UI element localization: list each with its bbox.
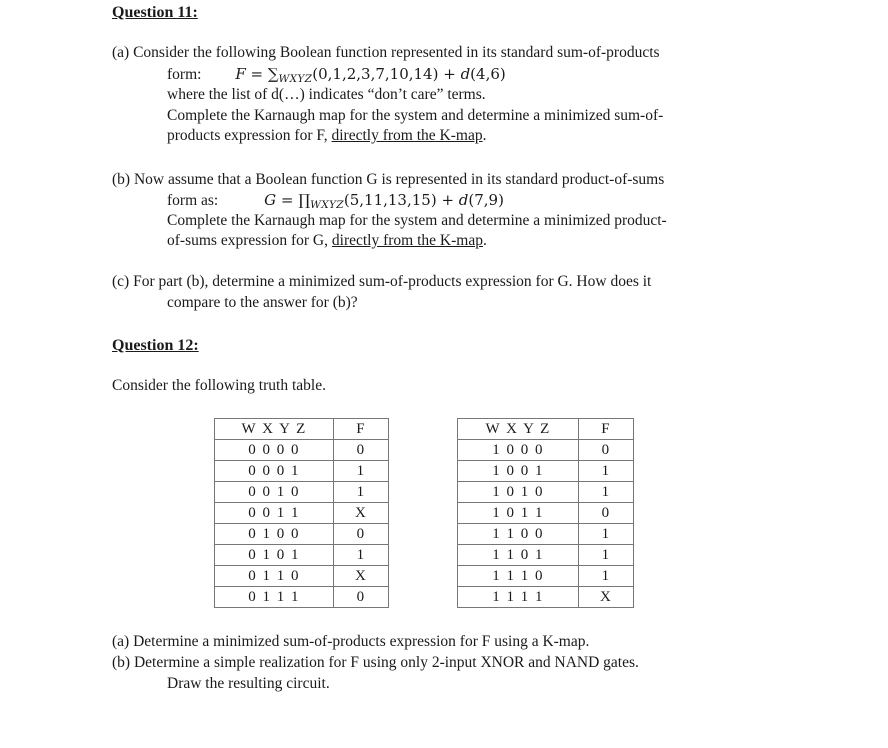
table-row: [458, 545, 634, 566]
header-inputs: W X Y Z: [215, 419, 334, 440]
table-row: [458, 503, 634, 524]
sigma-symbol: ∑: [267, 65, 279, 83]
q12-heading: Question 12:: [112, 337, 199, 354]
output-cell: 1: [579, 461, 634, 482]
table-header-row: [458, 419, 634, 440]
input-cell: 1 0 0 0: [458, 440, 579, 461]
q11a-fn-terms: (0,1,2,3,7,10,14) +: [312, 65, 461, 83]
table-row: [215, 524, 389, 545]
q11b-formula: [264, 191, 504, 209]
table-row: [458, 587, 634, 608]
output-cell: X: [579, 587, 634, 608]
q11a-fn-lhs: F =: [235, 65, 268, 83]
table-row: [215, 440, 389, 461]
q11b-d: d: [458, 191, 469, 209]
table-row: [458, 440, 634, 461]
truth-table-left: [214, 418, 389, 608]
table-row: [215, 482, 389, 503]
table-row: [215, 503, 389, 524]
q11b-line3: Complete the Karnaugh map for the system and determine a minimized product-: [167, 212, 667, 229]
q11b-form-label: form as:: [167, 192, 219, 209]
input-cell: 0 0 0 0: [215, 440, 334, 461]
q12b-line1: (b) Determine a simple realization for F using only 2-input XNOR and NAND gates.: [112, 654, 639, 671]
output-cell: 1: [334, 461, 389, 482]
q11a-line5-underlined: directly from the K-map: [331, 127, 483, 144]
input-cell: 1 1 1 1: [458, 587, 579, 608]
q11c-line2: compare to the answer for (b)?: [167, 294, 358, 311]
q11b-line1: (b) Now assume that a Boolean function G is represented in its standard product-of-sums: [112, 171, 665, 188]
table-row: [458, 482, 634, 503]
input-cell: 1 0 1 1: [458, 503, 579, 524]
output-cell: 0: [334, 440, 389, 461]
q11a-line1: (a) Consider the following Boolean function represented in its standard sum-of-products: [112, 44, 660, 61]
input-cell: 1 1 0 0: [458, 524, 579, 545]
input-cell: 0 1 0 1: [215, 545, 334, 566]
q11a-formula-line: [167, 65, 506, 85]
output-cell: X: [334, 503, 389, 524]
q11a-line4: Complete the Karnaugh map for the system and determine a minimized sum-of-: [167, 107, 664, 124]
q11a-form-label: form:: [167, 66, 202, 83]
q12a-text: (a) Determine a minimized sum-of-products expression for F using a K-map.: [112, 633, 590, 650]
q11b-fn-terms: (5,11,13,15) +: [343, 191, 459, 209]
output-cell: 1: [334, 482, 389, 503]
q11b-formula-line: [167, 191, 504, 211]
output-cell: 1: [579, 482, 634, 503]
q11a-line3: where the list of d(…) indicates “don’t care” terms.: [167, 86, 486, 103]
header-output: F: [334, 419, 389, 440]
table-row: [215, 587, 389, 608]
table-row: [215, 566, 389, 587]
output-cell: 0: [579, 503, 634, 524]
table-row: [458, 461, 634, 482]
input-cell: 0 1 1 0: [215, 566, 334, 587]
q11c-line1: (c) For part (b), determine a minimized sum-of-products expression for G. How does it: [112, 273, 652, 290]
table-row: [215, 545, 389, 566]
input-cell: 0 0 1 1: [215, 503, 334, 524]
q11b-vars: WXYZ: [310, 199, 344, 211]
input-cell: 1 1 0 1: [458, 545, 579, 566]
header-output: F: [579, 419, 634, 440]
output-cell: X: [334, 566, 389, 587]
input-cell: 0 1 1 1: [215, 587, 334, 608]
q11b-line4-post: .: [482, 232, 487, 249]
output-cell: 0: [579, 440, 634, 461]
output-cell: 1: [334, 545, 389, 566]
q11a-formula: [235, 65, 505, 83]
input-cell: 0 0 0 1: [215, 461, 334, 482]
output-cell: 1: [579, 566, 634, 587]
pi-symbol: ∏: [298, 191, 311, 209]
input-cell: 0 0 1 0: [215, 482, 334, 503]
q12b-line2: Draw the resulting circuit.: [167, 675, 330, 692]
input-cell: 0 1 0 0: [215, 524, 334, 545]
q11a-line5-post: .: [482, 127, 487, 144]
output-cell: 0: [334, 524, 389, 545]
q12-intro: Consider the following truth table.: [112, 377, 326, 394]
truth-table-right: [457, 418, 634, 608]
table-row: [215, 461, 389, 482]
q11a-vars: WXYZ: [278, 73, 313, 85]
q11b-line4-underlined: directly from the K-map: [331, 232, 483, 249]
q11-heading: Question 11:: [112, 4, 198, 21]
output-cell: 1: [579, 524, 634, 545]
q11a-line5-pre: products expression for F,: [167, 127, 332, 144]
q11a-d: d: [460, 65, 471, 83]
q11b-line4: [167, 232, 487, 250]
header-inputs: W X Y Z: [458, 419, 579, 440]
output-cell: 0: [334, 587, 389, 608]
table-header-row: [215, 419, 389, 440]
input-cell: 1 0 1 0: [458, 482, 579, 503]
q11a-dc-terms: (4,6): [470, 65, 506, 83]
output-cell: 1: [579, 545, 634, 566]
q11a-line5: [167, 127, 486, 145]
q11b-dc-terms: (7,9): [468, 191, 504, 209]
input-cell: 1 1 1 0: [458, 566, 579, 587]
table-row: [458, 566, 634, 587]
table-row: [458, 524, 634, 545]
input-cell: 1 0 0 1: [458, 461, 579, 482]
q11b-fn-lhs: G =: [264, 191, 299, 209]
q11b-line4-pre: of-sums expression for G,: [167, 232, 332, 249]
